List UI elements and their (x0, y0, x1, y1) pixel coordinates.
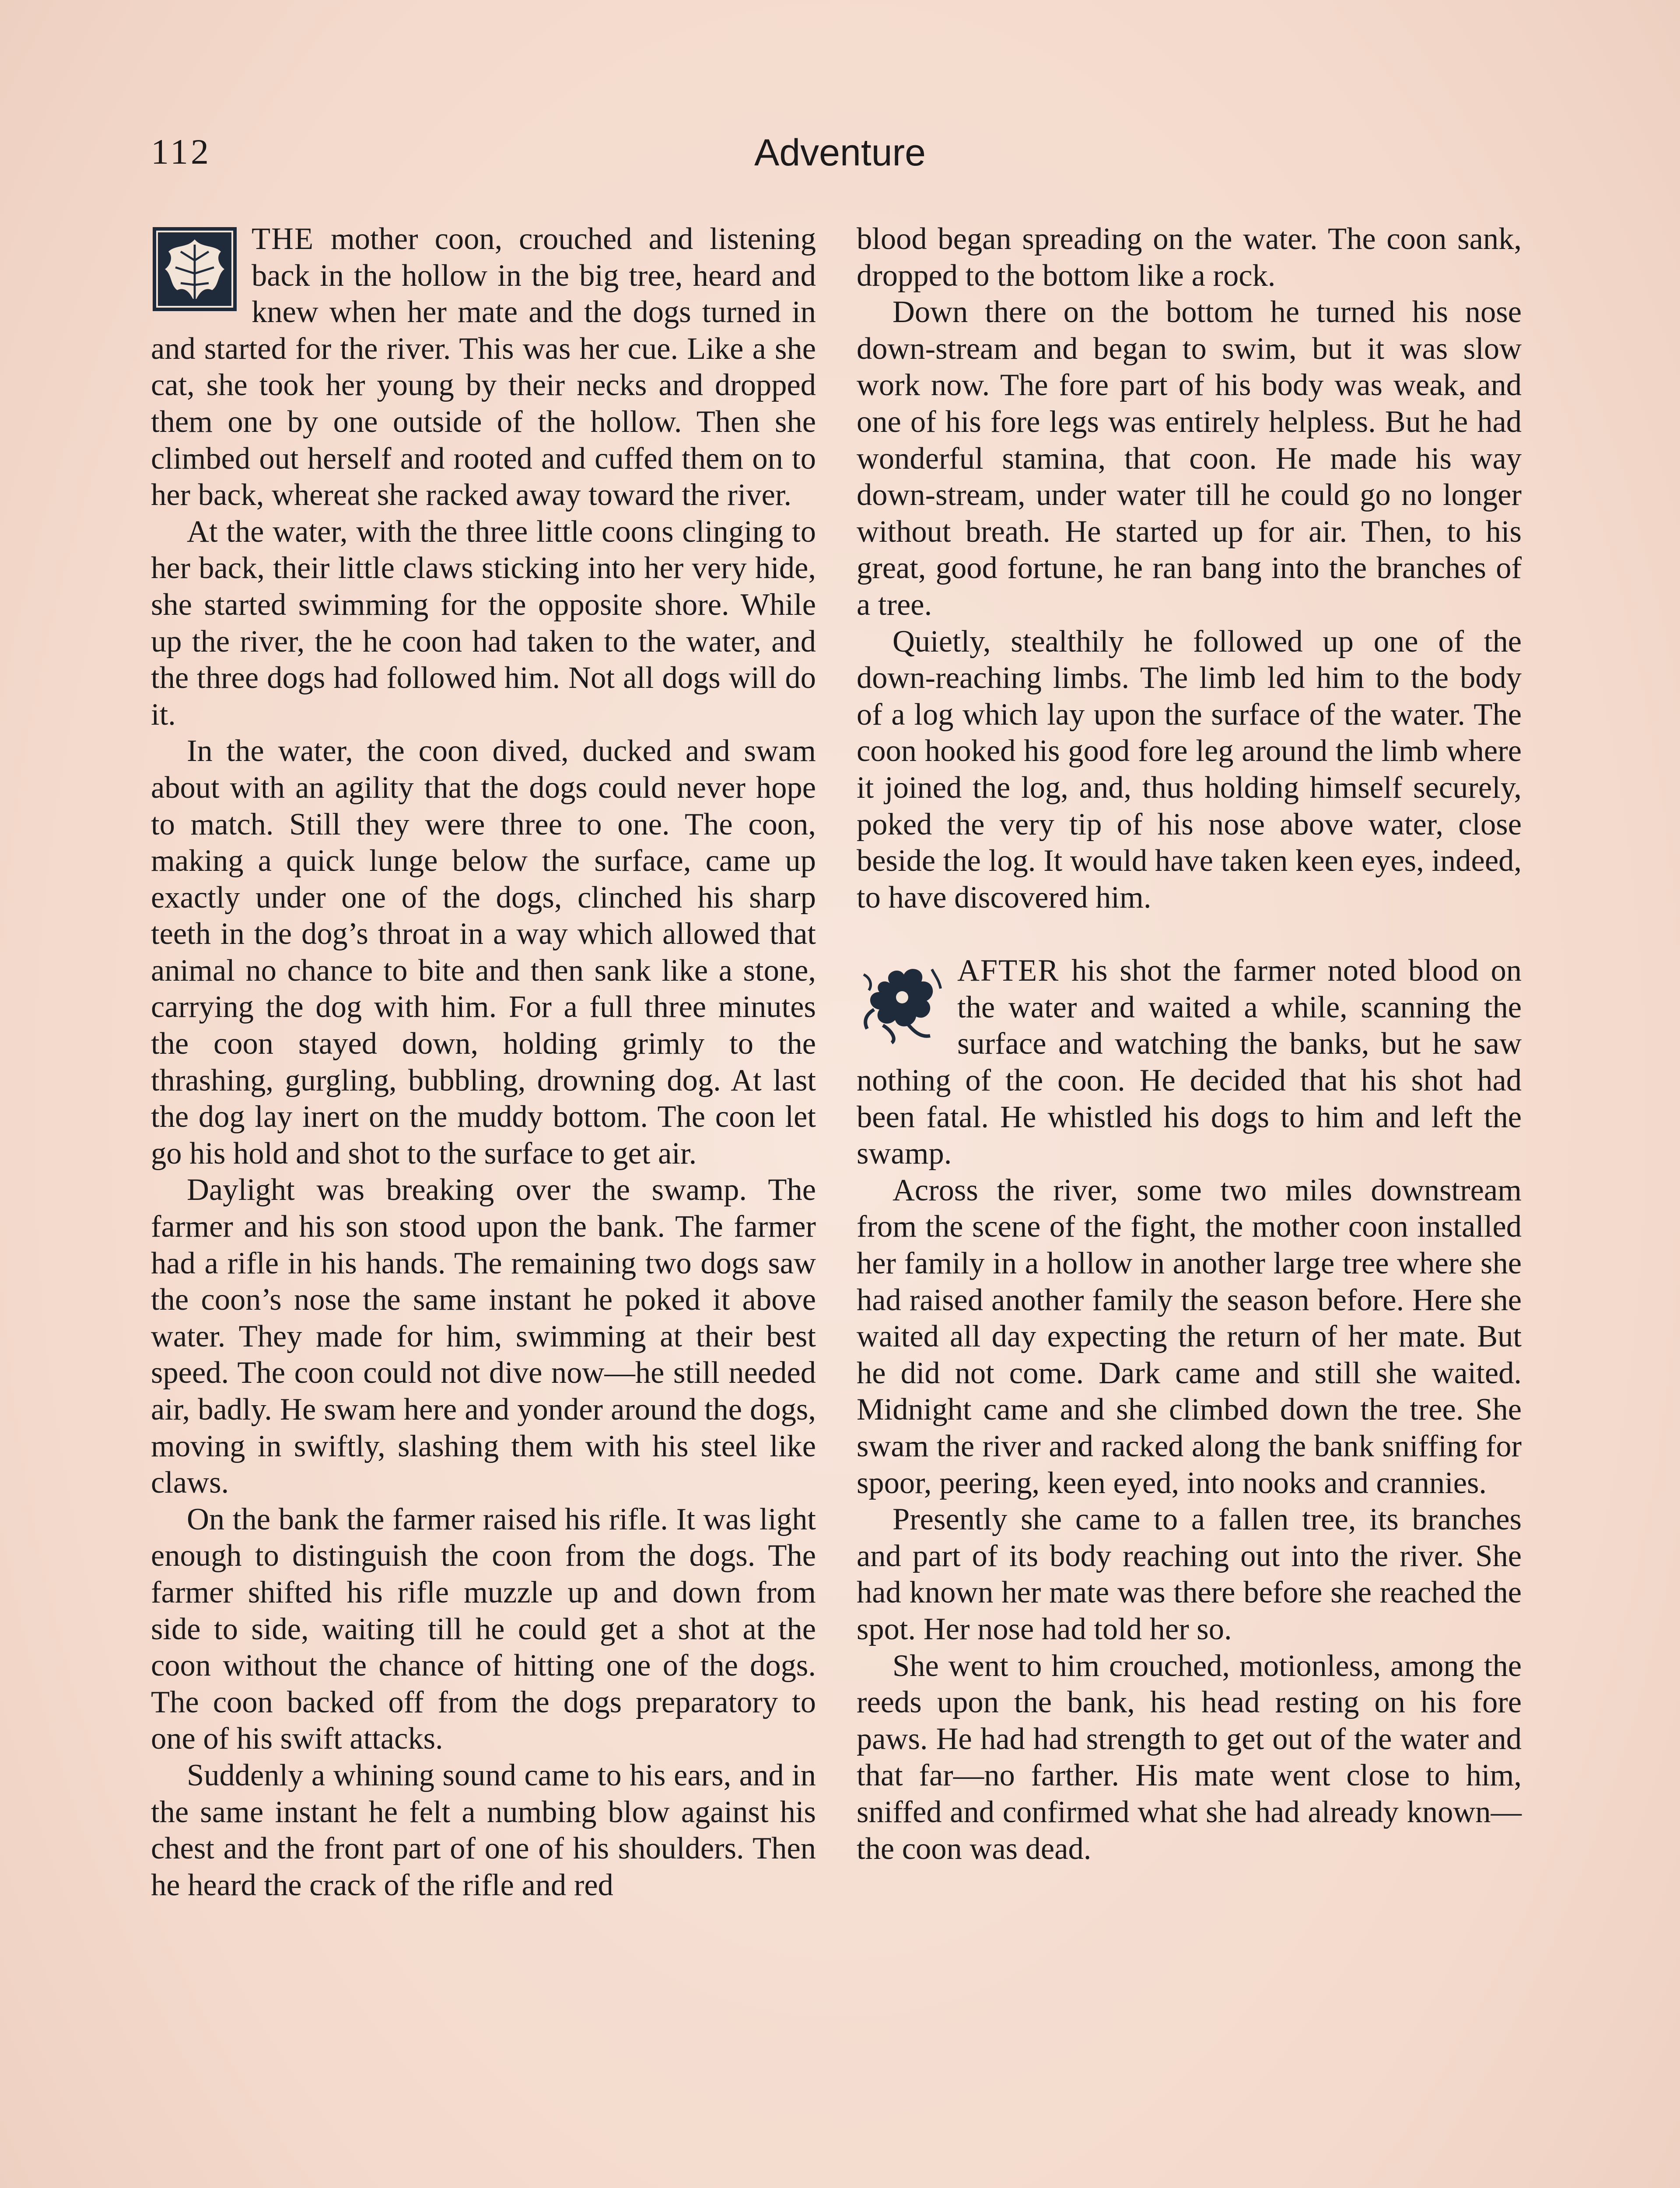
paragraph (151, 221, 816, 514)
paragraph: Across the river, some two miles downstream from the scene of the fight, the mother coon installed her family in a hollow in another large tree where she had raised another family the season before. Here she waited all day expecting the return of her mate. But he did not come. Dark came and still she waited. Midnight came and she climbed down the tree. She swam the river and racked along the bank sniffing for spoor, peering, keen eyed, into nooks and crannies. (857, 1173, 1522, 1500)
paragraph: Quietly, stealthily he followed up one of the down-reaching limbs. The limb led him to the body of a log which lay upon the surface of the water. The coon hooked his good fore leg around the limb where it joined the log, and, thus holding himself securely, poked the very tip of his nose above water, close beside the log. It would have taken keen eyes, indeed, to have discovered him. (857, 624, 1522, 915)
paragraph: Daylight was breaking over the swamp. The farmer and his son stood upon the bank. The farmer had a rifle in his hands. The remaining two dogs saw the coon’s nose the same instant he poked it above water. They made for him, swimming at their best speed. The coon could not dive now—he still needed air, badly. He swam here and yonder around the dogs, moving in swiftly, slashing them with his steel like claws. (151, 1173, 816, 1500)
running-head-title: Adventure (754, 132, 926, 174)
paragraph-text: his shot the farmer noted blood on the water and waited a while, scanning the surface and watching the banks, but he saw nothing of the coon. He decided that his shot had been fatal. He whistled his dogs to him and left the swamp. (857, 954, 1522, 1171)
paragraph: Presently she came to a fallen tree, its branches and part of its body reaching out into the river. She had known her mate was there before she reached the spot. Her nose had told her so. (857, 1502, 1522, 1646)
paragraph: She went to him crouched, motionless, among the reeds upon the bank, his head resting on his fore paws. He had had strength to get out of the water and that far—no farther. His mate went close to him, sniffed and confirmed what she had already known—the coon was dead. (857, 1648, 1522, 1866)
paragraph: In the water, the coon dived, ducked and swam about with an agility that the dogs could never hope to match. Still they were three to one. The coon, making a quick lunge below the surface, came up exactly under one of the dogs, clinched his sharp teeth in the dog’s throat in a way which allowed that animal no chance to bite and then sank like a stone, carrying the dog with him. For a full three minutes the coon stayed down, holding grimly to the thrashing, gurgling, bubbling, drowning dog. At last the dog lay inert on the muddy bottom. The coon let go his hold and shot to the surface to get air. (151, 734, 816, 1171)
lead-word: THE (252, 222, 315, 256)
paragraph: blood began spreading on the water. The coon sank, dropped to the bottom like a rock. (857, 222, 1522, 293)
right-column (857, 221, 1522, 1867)
page-number: 112 (151, 132, 211, 172)
flower-ornament-icon (857, 957, 944, 1045)
paragraph: At the water, with the three little coons clinging to her back, their little claws sticking into her very hide, she started swimming for the opposite shore. While up the river, the he coon had taken to the water, and the three dogs had followed him. Not all dogs will do it. (151, 514, 816, 732)
paragraph: Down there on the bottom he turned his nose down-stream and began to swim, but it was slow work now. The fore part of his body was weak, and one of his fore legs was entirely helpless. But he had wonderful stamina, that coon. He made his way down-stream, under water till he could go no longer without breath. He started up for air. Then, to his great, good fortune, he ran bang into the branches of a tree. (857, 295, 1522, 622)
paragraph: On the bank the farmer raised his rifle. It was light enough to distinguish the coon from the dogs. The farmer shifted his rifle muzzle up and down from side to side, waiting till he could get a shot at the coon without the chance of hitting one of the dogs. The coon backed off from the dogs preparatory to one of his swift attacks. (151, 1502, 816, 1756)
leaf-ornament-icon (151, 225, 238, 313)
lead-word: AFTER (957, 954, 1060, 988)
paragraph: Suddenly a whining sound came to his ears, and in the same instant he felt a numbing blow against his chest and the front part of one of his shoulders. Then he heard the crack of the rifle and red (151, 1758, 816, 1902)
paragraph (857, 953, 1522, 1172)
left-column (151, 221, 816, 1904)
paragraph-text: mother coon, crouched and listening back in the hollow in the big tree, heard and knew when her mate and the dogs turned in and started for the river. This was her cue. Like a she cat, she took her young by their necks and dropped them one by one outside of the hollow. Then she climbed out herself and rooted and cuffed them on to her back, whereat she racked away toward the river. (151, 222, 816, 512)
section-break (857, 916, 1522, 953)
